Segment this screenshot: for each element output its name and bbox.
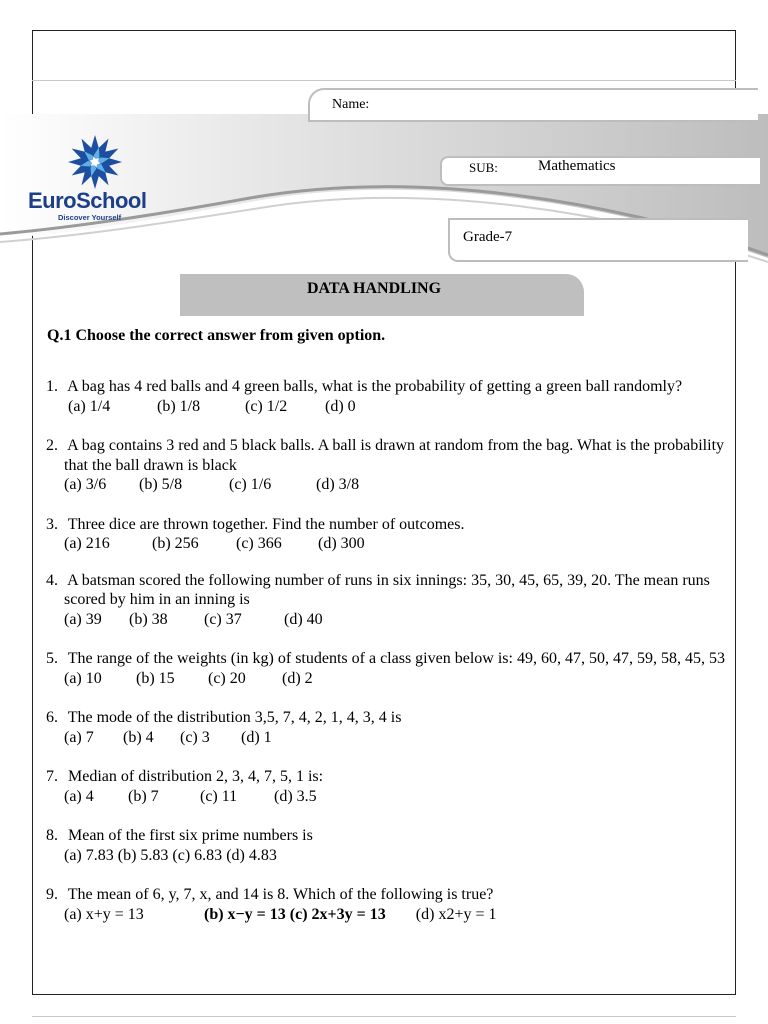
option-c: (c) 3 (180, 728, 210, 746)
option-a: (a) 4 (64, 787, 94, 805)
question-number: 6. (46, 709, 58, 726)
question-number: 8. (46, 827, 58, 844)
option-b: (b) 256 (152, 535, 199, 552)
question-stem: A bag has 4 red balls and 4 green balls, what is the probability of getting a green ball randomly? (67, 378, 683, 395)
question-5 (46, 649, 726, 688)
question-instruction: Q.1 Choose the correct answer from given option. (47, 327, 386, 344)
option-b: (b) 1/8 (157, 397, 201, 415)
option-a: (a) 7.83 (64, 846, 114, 864)
grade-label: Grade-7 (463, 229, 513, 245)
question-stem: A bag contains 3 red and 5 black balls. A ball is drawn at random from the bag. What is the probability that the ball drawn is black (64, 437, 725, 474)
option-d: (d) 300 (318, 535, 365, 552)
question-stem: The range of the weights (in kg) of students of a class given below is: 49, 60, 47, 50, 47, 59, 58, 45, 53 (67, 650, 725, 667)
question-6 (46, 708, 726, 747)
question-list (46, 377, 726, 944)
option-c: (c) 11 (200, 787, 238, 805)
option-a: (a) 7 (64, 728, 94, 746)
brand-tagline: Discover Yourself (58, 213, 122, 222)
question-number: 5. (46, 650, 58, 667)
question-2 (46, 436, 726, 495)
option-d: (d) 0 (325, 397, 356, 415)
option-c: (c) 1/6 (229, 476, 272, 493)
option-d: (d) 3.5 (274, 787, 317, 805)
top-divider (32, 80, 736, 81)
option-b: (b) 5.83 (117, 846, 169, 864)
option-d: (d) x2+y = 1 (415, 905, 497, 923)
question-number: 3. (46, 515, 58, 533)
option-d: (d) 4.83 (226, 846, 277, 864)
subject-value: Mathematics (538, 158, 616, 174)
subject-label: SUB: (469, 160, 498, 175)
option-c: (c) 2x+3y = 13 (289, 905, 386, 923)
option-d: (d) 3/8 (316, 476, 360, 493)
name-label: Name: (332, 97, 370, 112)
option-a: (a) 39 (64, 610, 102, 628)
option-b: (b) 5/8 (139, 476, 183, 493)
bottom-divider (32, 1016, 736, 1017)
question-number: 9. (46, 886, 58, 903)
option-b: (b) 15 (136, 669, 175, 687)
option-c: (c) 20 (208, 669, 246, 687)
option-c: (c) 366 (236, 535, 282, 552)
option-a: (a) x+y = 13 (64, 905, 144, 923)
question-7 (46, 767, 726, 806)
question-3 (46, 515, 726, 554)
question-1 (46, 377, 726, 416)
option-d: (d) 40 (284, 610, 323, 628)
question-8 (46, 826, 726, 865)
question-number: 7. (46, 768, 58, 785)
question-4 (46, 571, 726, 630)
option-c: (c) 37 (204, 610, 242, 628)
worksheet-title: DATA HANDLING (306, 280, 442, 297)
question-number: 4. (46, 571, 58, 589)
question-stem: Mean of the first six prime numbers is (68, 827, 313, 844)
question-number: 1. (46, 378, 58, 395)
option-d: (d) 2 (282, 669, 313, 687)
option-b: (b) 4 (123, 728, 154, 746)
option-a: (a) 1/4 (68, 397, 111, 415)
question-stem: The mode of the distribution 3,5, 7, 4, 2, 1, 4, 3, 4 is (67, 709, 402, 726)
question-stem: The mean of 6, y, 7, x, and 14 is 8. Which of the following is true? (67, 886, 494, 903)
question-stem: A batsman scored the following number of runs in six innings: 35, 30, 45, 65, 39, 20. The mean runs scored by him in an inning is (64, 571, 710, 608)
euroschool-logo-icon (62, 134, 128, 190)
question-stem: Three dice are thrown together. Find the number of outcomes. (67, 515, 465, 533)
option-b: (b) x−y = 13 (204, 905, 286, 923)
question-9 (46, 885, 726, 924)
question-number: 2. (46, 437, 58, 454)
option-b: (b) 7 (128, 787, 159, 805)
option-a: (a) 216 (64, 535, 110, 552)
option-a: (a) 10 (64, 669, 102, 687)
option-c: (c) 6.83 (172, 846, 223, 864)
option-d: (d) 1 (241, 728, 272, 746)
option-a: (a) 3/6 (64, 476, 107, 493)
name-field-box (308, 88, 758, 122)
question-stem: Median of distribution 2, 3, 4, 7, 5, 1 is: (68, 768, 324, 785)
brand-name: EuroSchool (28, 188, 147, 213)
option-b: (b) 38 (129, 610, 168, 628)
option-c: (c) 1/2 (245, 397, 288, 415)
